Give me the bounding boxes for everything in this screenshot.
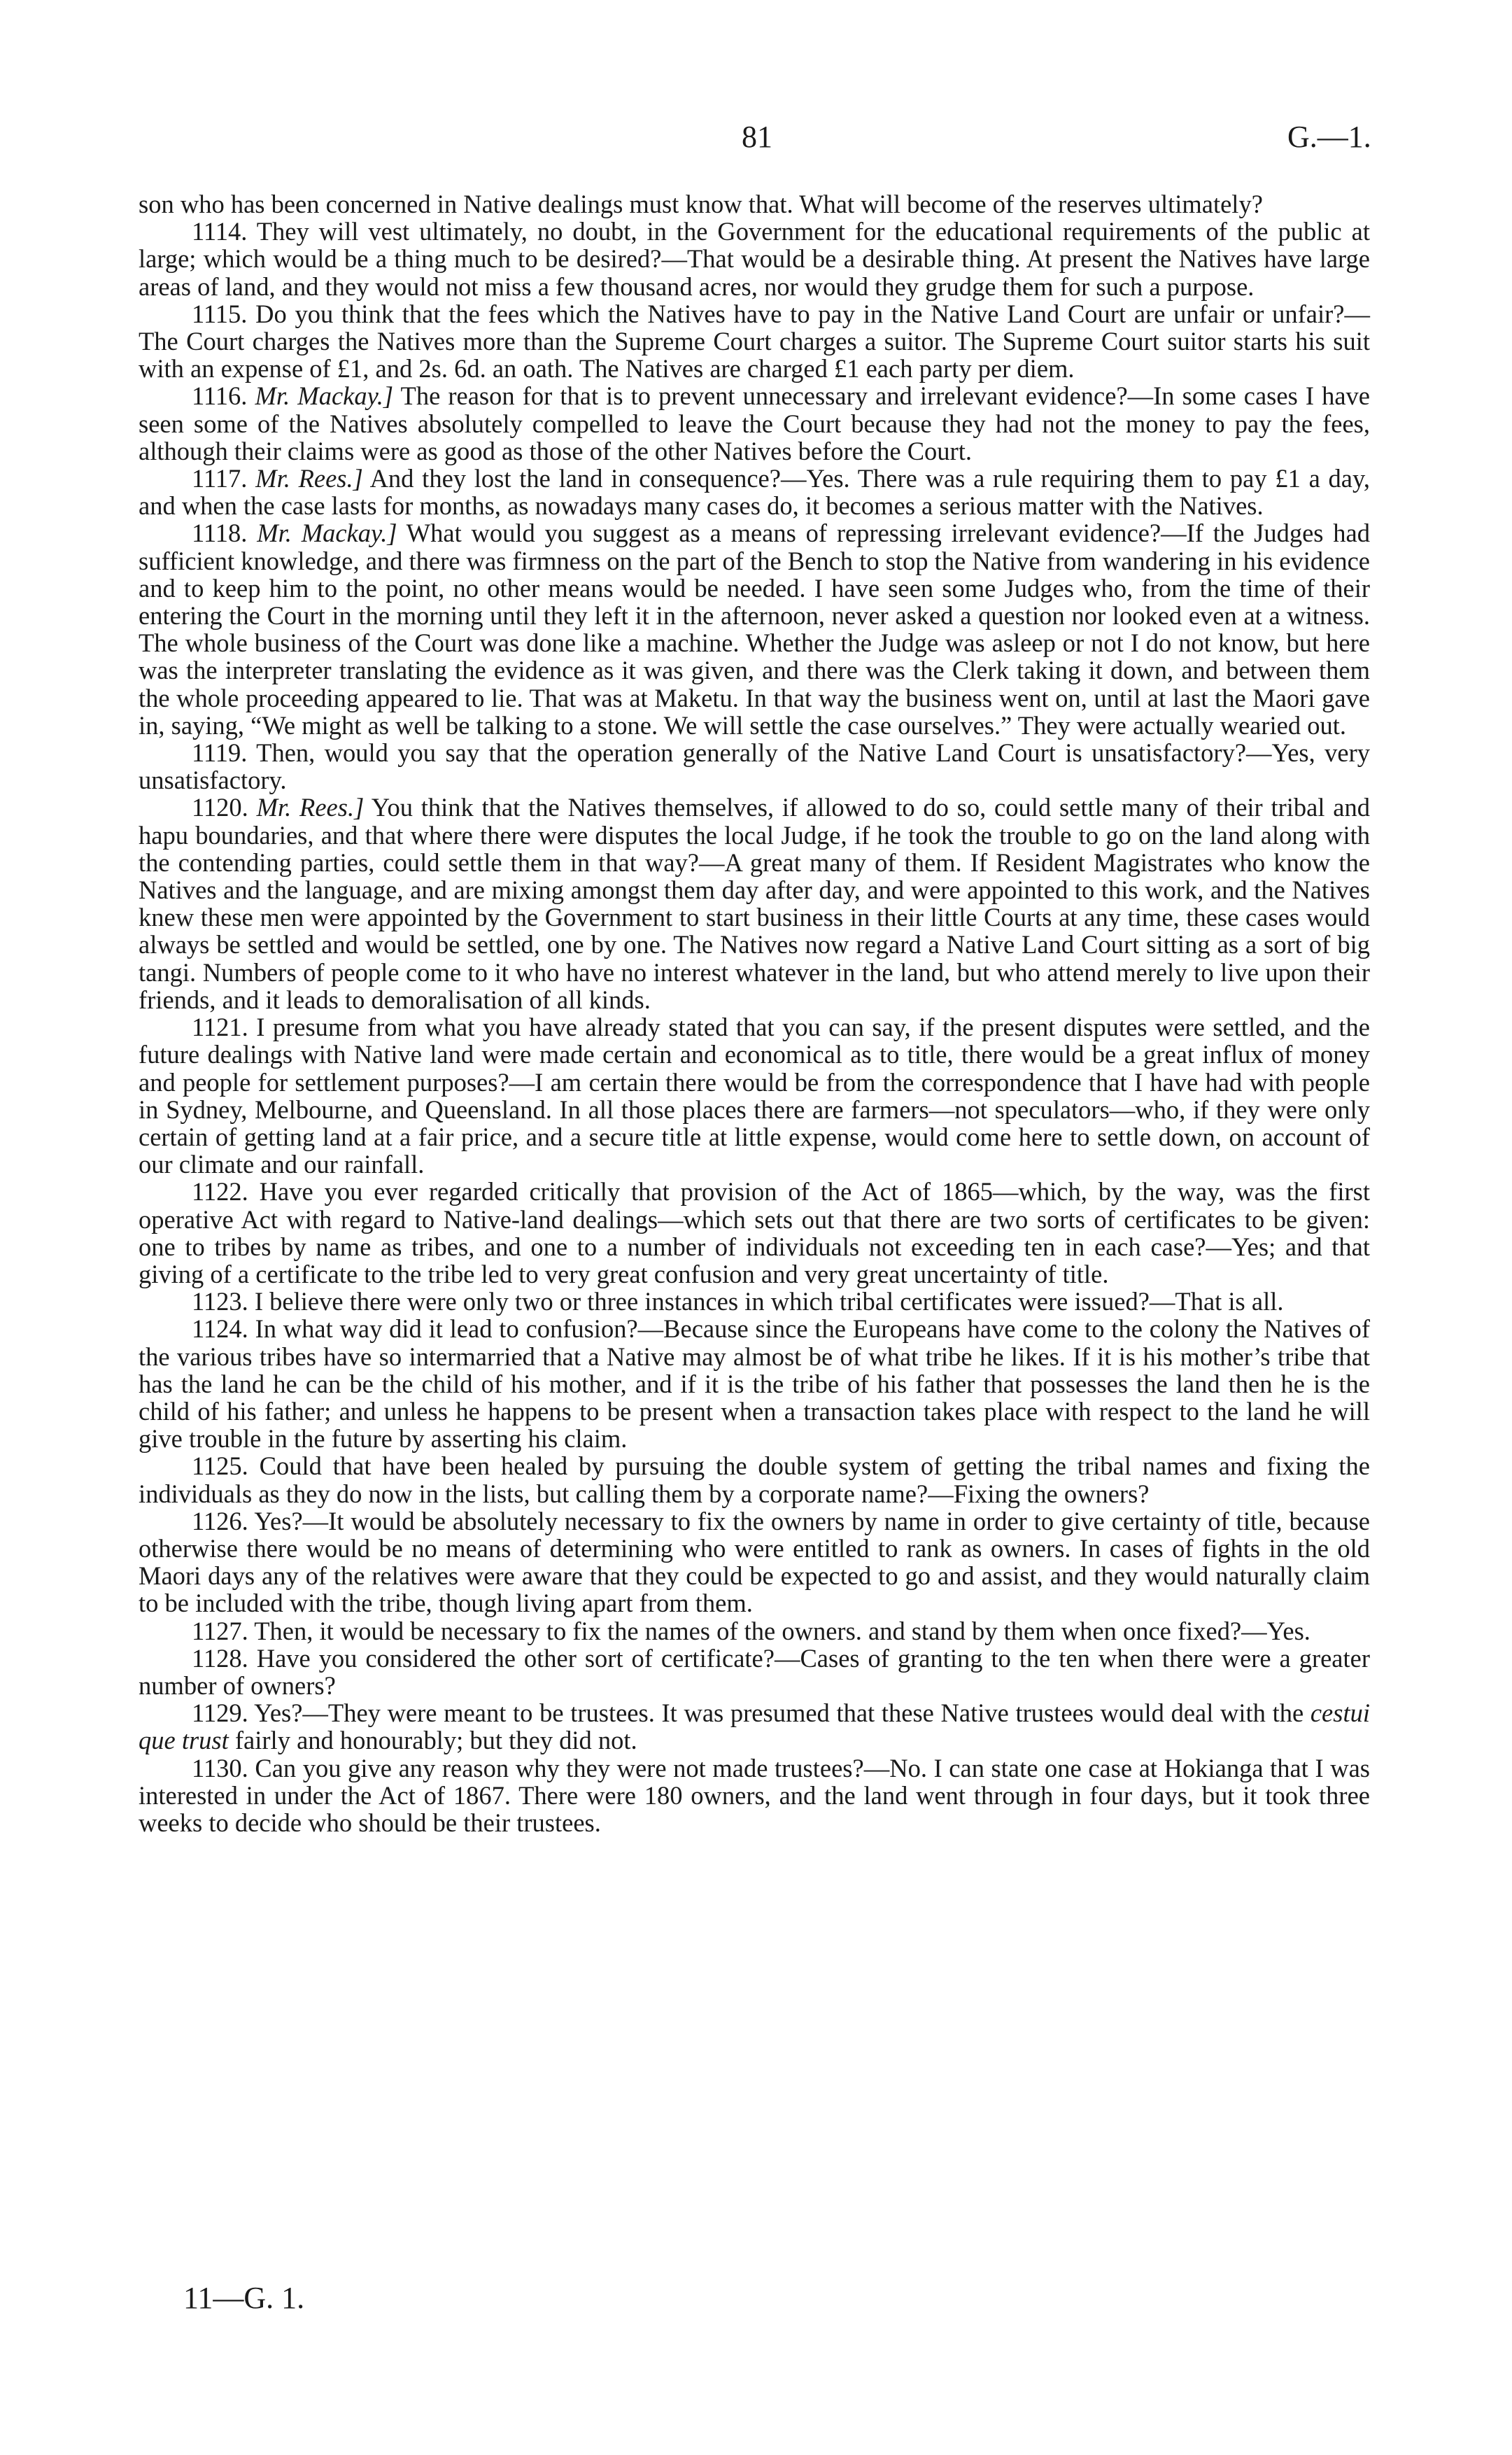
paragraph-1123: 1123. I believe there were only two or three instances in which tribal certificates were issued?—That is all. bbox=[192, 1287, 1284, 1316]
paragraph-1122: 1122. Have you ever regarded critically that provision of the Act of 1865—which, by the way, was the first operative Act with regard to Native-land dealings—which sets out that there are two sorts of certificates to be given: one to tribes by name as tribes, and one to a number of individuals not exceeding ten in each case?—Yes; and that giving of a certificate to the tribe led to very great confusion and very great uncertainty of title. bbox=[139, 1177, 1371, 1288]
question-number: 1118. bbox=[192, 519, 248, 548]
paragraph-1128: 1128. Have you considered the other sort of certificate?—Cases of granting to the ten when there were a greater number of owners? bbox=[139, 1643, 1370, 1700]
question-number: 1117. bbox=[192, 464, 248, 493]
latin-term: cestui que trust bbox=[139, 1698, 1370, 1755]
paragraph-continuation: son who has been concerned in Native dealings must know that. What will become of the reserves ultimately? bbox=[139, 190, 1263, 218]
paragraph-1118: 1118. Mr. Mackay.] What would you suggest as a means of repressing irrelevant evidence?—If the Judges had sufficient knowledge, and there was firmness on the part of the Bench to stop the Native from wandering in his evidence and to keep him to the point, no other means would be needed. I have seen some Judges who, from the time of their entering the Court in the morning until they left it in the afternoon, never asked a question nor looked even at a witness. The whole business of the Court was done like a machine. Whether the Judge was asleep or not I do not know, but here was the interpreter translating the evidence as it was given, and there was the Clerk taking it down, and between them the whole proceeding appeared to lie. That was at Maketu. In that way the business went on, until at last the Maori gave in, saying, “We might as well be talking to a stone. We will settle the case ourselves.” They were actually wearied out. bbox=[139, 519, 1371, 740]
paragraph-1127: 1127. Then, it would be necessary to fix the names of the owners. and stand by them when once fixed?—Yes. bbox=[192, 1616, 1310, 1645]
question-number: 1125. bbox=[192, 1451, 248, 1481]
paragraph-1126: 1126. Yes?—It would be absolutely necessary to fix the owners by name in order to give certainty of title, because otherwise there would be no means of determining who were entitled to rank as owners. In cases of fights in the old Maori days any of the relatives were aware that they could be expected to go and assist, and they would naturally claim to be included with the tribe, though living apart from them. bbox=[139, 1506, 1370, 1618]
paragraph-1116: 1116. Mr. Mackay.] The reason for that is to prevent unnecessary and irrelevant evidence?—In some cases I have seen some of the Natives absolutely compelled to leave the Court because they had not the money to pay the fees, although their claims were as good as those of the other Natives before the Court. bbox=[139, 381, 1371, 465]
question-number: 1126. bbox=[192, 1506, 248, 1535]
question-number: 1124. bbox=[192, 1314, 248, 1344]
paragraph-1120: 1120. Mr. Rees.] You think that the Natives themselves, if allowed to do so, could settle many of their tribal and hapu boundaries, and that where there were disputes the local Judge, if he took the trouble to go on the land along with the contending parties, could settle them in that way?—A great many of them. If Resident Magistrates who know the Natives and the language, and are mixing amongst them day after day, and were appointed to this work, and the Natives knew these men were appointed by the Government to start business in their little Courts at any time, these cases would always be settled and would be settled, one by one. The Natives now regard a Native Land Court sitting as a sort of big tangi. Numbers of people come to it who have no interest whatever in the land, but who attend merely to live upon their friends, and it leads to demoralisation of all kinds. bbox=[139, 793, 1371, 1014]
question-number: 1129. bbox=[192, 1698, 248, 1728]
paragraph-1124: 1124. In what way did it lead to confusion?—Because since the Europeans have come to the colony the Natives of the various tribes have so intermarried that a Native may almost be of what tribe he likes. If it is his mother’s tribe that has the land he can be the child of his mother, and if it is the tribe of his father that possesses the land then he is the child of his father; and unless he happens to be present when a transaction takes place with respect to the land he will give trouble in the future by asserting his claim. bbox=[139, 1314, 1370, 1454]
question-number: 1122. bbox=[192, 1177, 248, 1207]
question-number: 1119. bbox=[192, 738, 248, 768]
question-number: 1123. bbox=[192, 1287, 248, 1316]
question-number: 1116. bbox=[192, 381, 248, 411]
question-number: 1127. bbox=[192, 1616, 248, 1645]
question-number: 1120. bbox=[192, 793, 248, 822]
paragraph-1130: 1130. Can you give any reason why they were not made trustees?—No. I can state one case at Hokianga that I was interested in under the Act of 1867. There were 180 owners, and the land went through in four days, but it took three weeks to decide who should be their trustees. bbox=[139, 1753, 1371, 1837]
speaker-label: Mr. Mackay.] bbox=[255, 381, 394, 411]
paragraph-1115: 1115. Do you think that the fees which the Natives have to pay in the Native Land Court are unfair or unfair?—The Court charges the Natives more than the Supreme Court charges a suitor. The Supreme Court suitor starts his suit with an expense of £1, and 2s. 6d. an oath. The Natives are charged £1 each party per diem. bbox=[139, 299, 1371, 384]
signature-reference: 11—G. 1. bbox=[183, 2281, 305, 2315]
paragraph-1117: 1117. Mr. Rees.] And they lost the land in consequence?—Yes. There was a rule requiring them to pay £1 a day, and when the case lasts for months, as nowadays many cases do, it becomes a serious matter with the Natives. bbox=[139, 464, 1371, 521]
speaker-label: Mr. Mackay.] bbox=[257, 519, 397, 548]
question-number: 1121. bbox=[192, 1013, 248, 1042]
paragraph-1119: 1119. Then, would you say that the operation generally of the Native Land Court is unsatisfactory?—Yes, very unsatisfactory. bbox=[139, 738, 1370, 795]
paragraph-1121: 1121. I presume from what you have already stated that you can say, if the present disputes were settled, and the future dealings with Native land were made certain and economical as to title, there would be a great influx of money and people for settlement purposes?—I am certain there would be from the correspondence that I have had with people in Sydney, Melbourne, and Queensland. In all those places there are farmers—not speculators—who, if they were only certain of getting land at a fair price, and a secure title at little expense, would come here to settle down, on account of our climate and our rainfall. bbox=[139, 1013, 1370, 1179]
question-number: 1130. bbox=[192, 1753, 248, 1782]
paragraph-1129: 1129. Yes?—They were meant to be trustees. It was presumed that these Native trustees would deal with the cestui que trust fairly and honourably; but they did not. bbox=[139, 1698, 1370, 1755]
document-reference: G.—1. bbox=[1287, 120, 1371, 154]
speaker-label: Mr. Rees.] bbox=[255, 464, 363, 493]
paragraph-1125: 1125. Could that have been healed by pursuing the double system of getting the tribal names and fixing the individuals as they do now in the lists, but calling them by a corporate name?—Fixing the owners? bbox=[139, 1451, 1371, 1508]
speaker-label: Mr. Rees.] bbox=[256, 793, 365, 822]
question-number: 1115. bbox=[192, 299, 248, 328]
paragraph-1114: 1114. They will vest ultimately, no doubt, in the Government for the educational requirements of the public at large; which would be a thing much to be desired?—That would be a desirable thing. At present the Natives have large areas of land, and they would not miss a few thousand acres, nor would they grudge them for such a purpose. bbox=[139, 217, 1370, 301]
question-number: 1114. bbox=[192, 217, 248, 246]
page-number: 81 bbox=[742, 120, 772, 154]
evidence-body bbox=[139, 190, 1370, 1836]
question-number: 1128. bbox=[192, 1643, 248, 1673]
